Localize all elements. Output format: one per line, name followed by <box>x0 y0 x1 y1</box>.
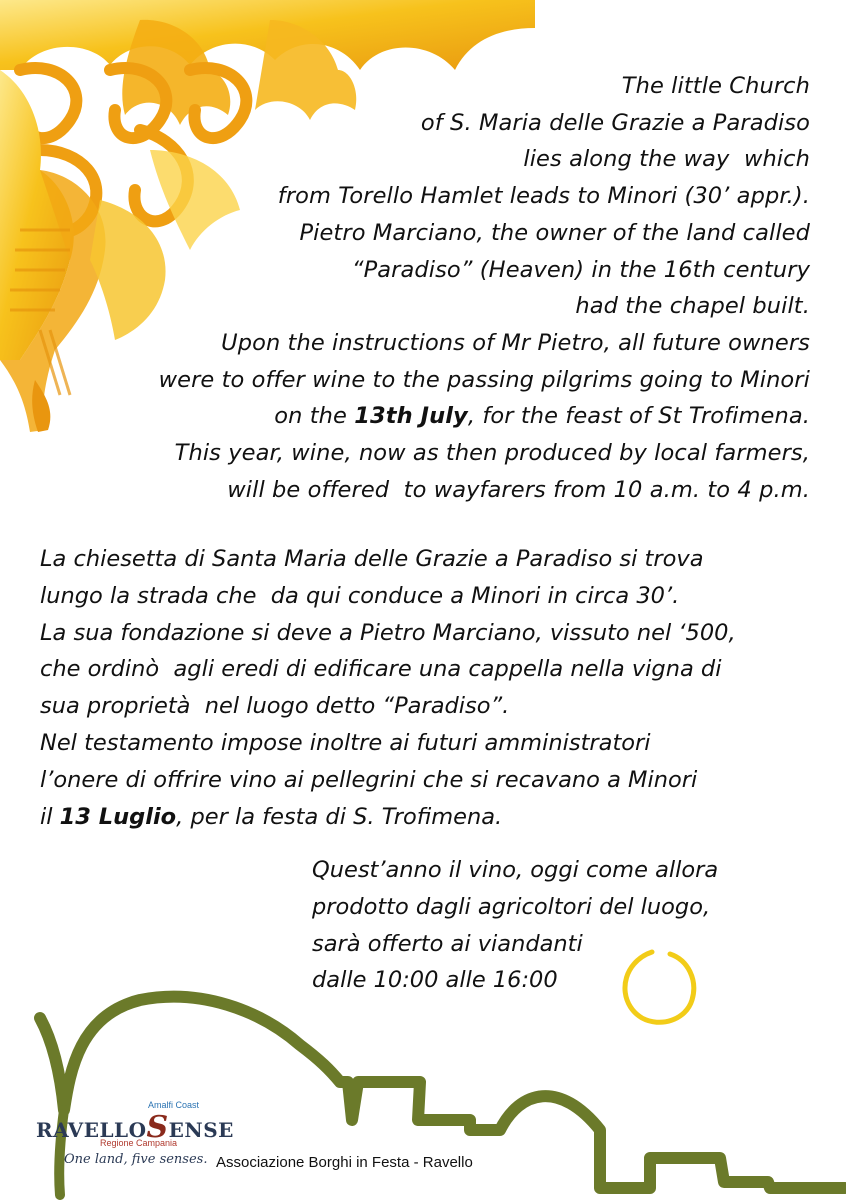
english-description <box>50 68 810 508</box>
italian-closing-line: dalle 10:00 alle 16:00 <box>312 967 558 994</box>
logo-coast-label: Amalfi Coast <box>148 1100 200 1110</box>
italian-closing-line: prodotto dagli agricoltori del luogo, <box>312 893 711 920</box>
english-line: Upon the instructions of Mr Pietro, all future owners <box>221 329 810 356</box>
english-line: of S. Maria delle Grazie a Paradiso <box>420 109 810 136</box>
italian-line: che ordinò agli eredi di edificare una cappella nella vigna di <box>40 656 722 683</box>
logo-tagline: One land, five senses. <box>64 1152 208 1167</box>
english-line: lies along the way which <box>523 146 810 173</box>
italian-line: Nel testamento impose inoltre ai futuri amministratori <box>40 729 651 756</box>
logo-region-label: Regione Campania <box>100 1138 178 1148</box>
italian-closing-line: sarà offerto ai viandanti <box>312 930 583 957</box>
ravello-sense-logo <box>36 1098 234 1178</box>
italian-line: La chiesetta di Santa Maria delle Grazie a Paradiso si trova <box>40 546 704 572</box>
italian-description <box>40 541 820 835</box>
english-line: from Torello Hamlet leads to Minori (30’ appr.). <box>277 183 810 210</box>
english-line: will be offered to wayfarers from 10 a.m. to 4 p.m. <box>227 476 810 503</box>
italian-closing-line: Quest’anno il vino, oggi come allora <box>312 857 719 883</box>
italian-line: sua proprietà nel luogo detto “Paradiso”. <box>40 693 510 720</box>
italian-line: l’onere di offrire vino ai pellegrini che si recavano a Minori <box>40 766 698 793</box>
english-line: were to offer wine to the passing pilgrims going to Minori <box>158 366 810 393</box>
english-line: This year, wine, now as then produced by local farmers, <box>174 440 810 467</box>
italian-feast-date: 13 Luglio <box>59 803 177 830</box>
italian-date-line: il 13 Luglio, per la festa di S. Trofimena. <box>40 803 503 830</box>
english-date-line: on the 13th July, for the feast of St Trofimena. <box>274 403 810 430</box>
italian-line: La sua fondazione si deve a Pietro Marciano, vissuto nel ‘500, <box>40 619 736 646</box>
italian-line: lungo la strada che da qui conduce a Minori in circa 30’. <box>40 582 680 609</box>
english-line: had the chapel built. <box>575 293 810 320</box>
english-line: “Paradiso” (Heaven) in the 16th century <box>351 256 810 283</box>
english-line: The little Church <box>621 73 810 99</box>
english-line: Pietro Marciano, the owner of the land called <box>299 219 810 246</box>
organizer-credit: Associazione Borghi in Festa - Ravello <box>216 1154 473 1171</box>
english-feast-date: 13th July <box>354 403 468 430</box>
logo-wordmark: RAVELLOSENSE <box>36 1110 234 1145</box>
